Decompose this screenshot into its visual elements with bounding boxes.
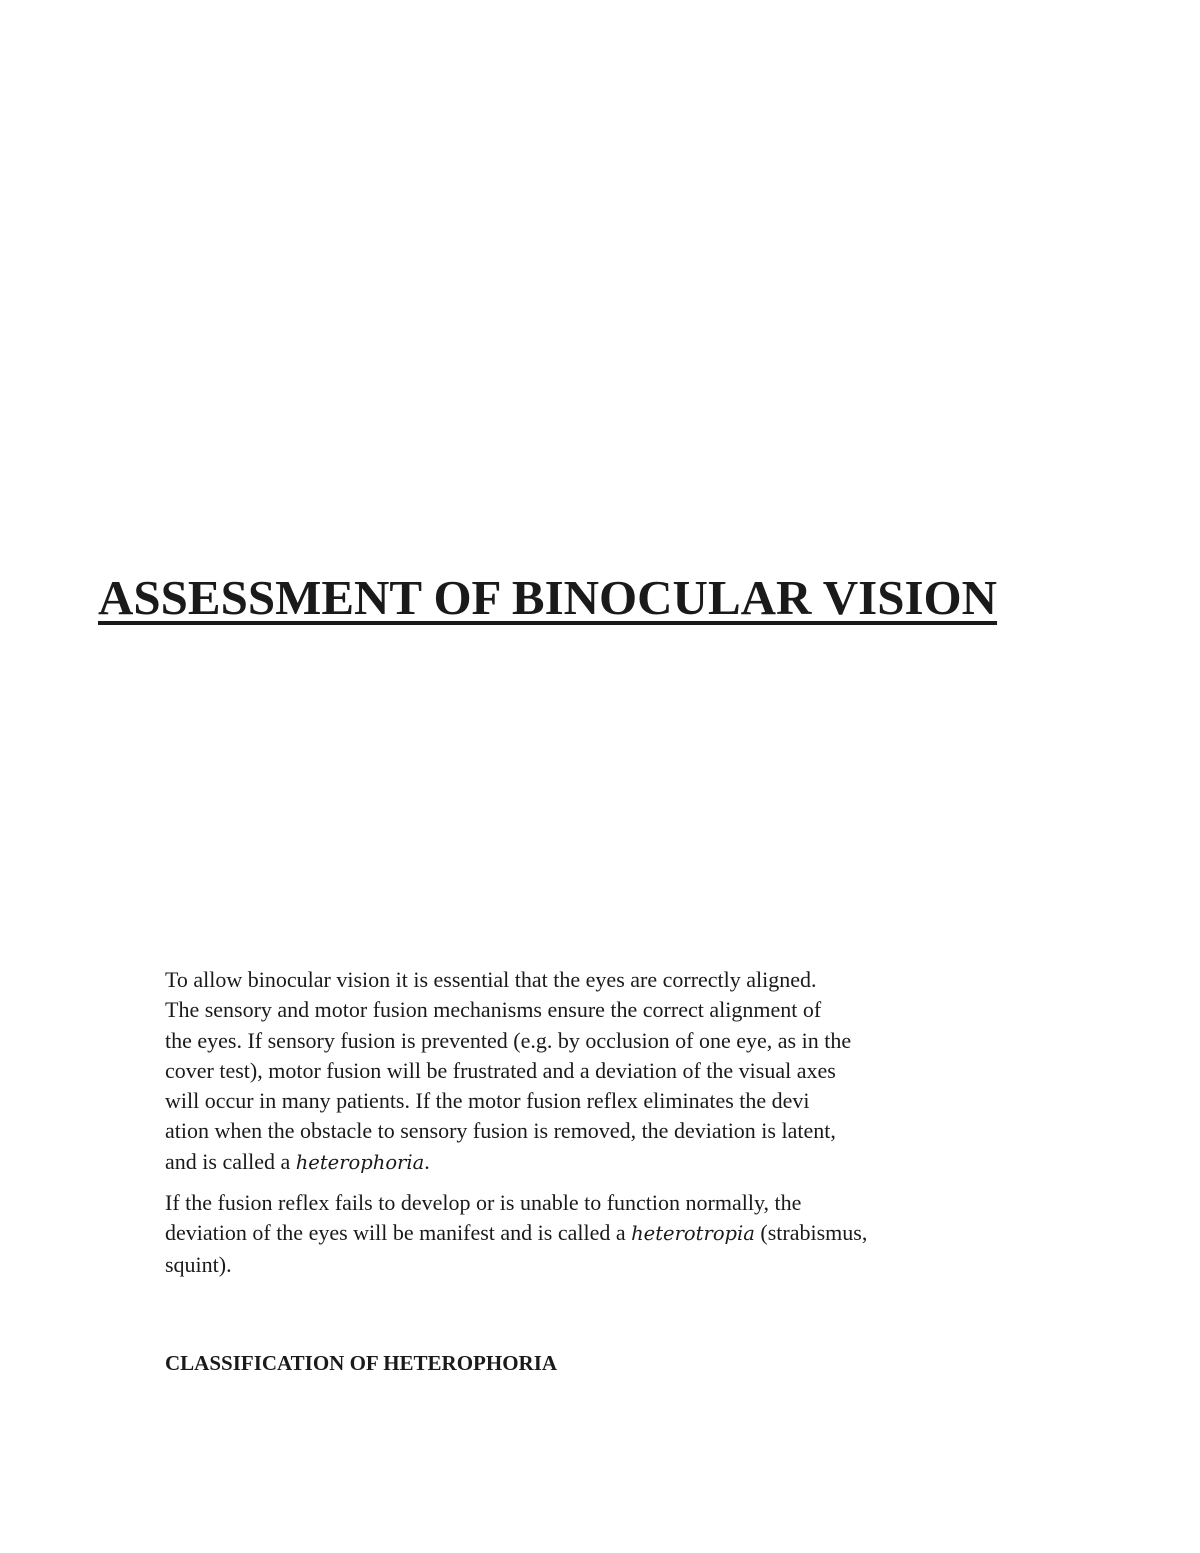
body-text [165,965,965,1280]
paragraph-line [165,1218,965,1249]
paragraph-line [165,1147,965,1178]
section-heading: CLASSIFICATION OF HETEROPHORIA [165,1351,558,1375]
paragraph-line: ation when the obstacle to sensory fusion is removed, the deviation is latent, [165,1118,836,1144]
paragraph-line: the eyes. If sensory fusion is prevented (e.g. by occlusion of one eye, as in the [165,1027,852,1053]
paragraph-line: squint). [165,1251,232,1277]
paragraph-line: If the fusion reflex fails to develop or is unable to function normally, the [165,1190,802,1216]
line-prefix: deviation of the eyes will be manifest and is called a [165,1220,632,1246]
page-title: ASSESSMENT OF BINOCULAR VISION [98,570,998,625]
term-heterotropia: heterotropia [631,1222,755,1246]
paragraph-heterotropia [165,1188,965,1280]
line-prefix: and is called a [165,1148,296,1174]
paragraph-line: The sensory and motor fusion mechanisms ensure the correct alignment of [165,997,822,1023]
paragraph-heterophoria [165,965,965,1178]
line-suffix: (strabismus, [754,1220,868,1246]
paragraph-line: cover test), motor fusion will be frustrated and a deviation of the visual axes [165,1057,836,1083]
term-heterophoria: heterophoria [295,1150,425,1174]
paragraph-line: will occur in many patients. If the motor fusion reflex eliminates the devi [165,1088,810,1114]
line-suffix: . [424,1148,430,1174]
paragraph-line: To allow binocular vision it is essential that the eyes are correctly aligned. [165,967,817,992]
